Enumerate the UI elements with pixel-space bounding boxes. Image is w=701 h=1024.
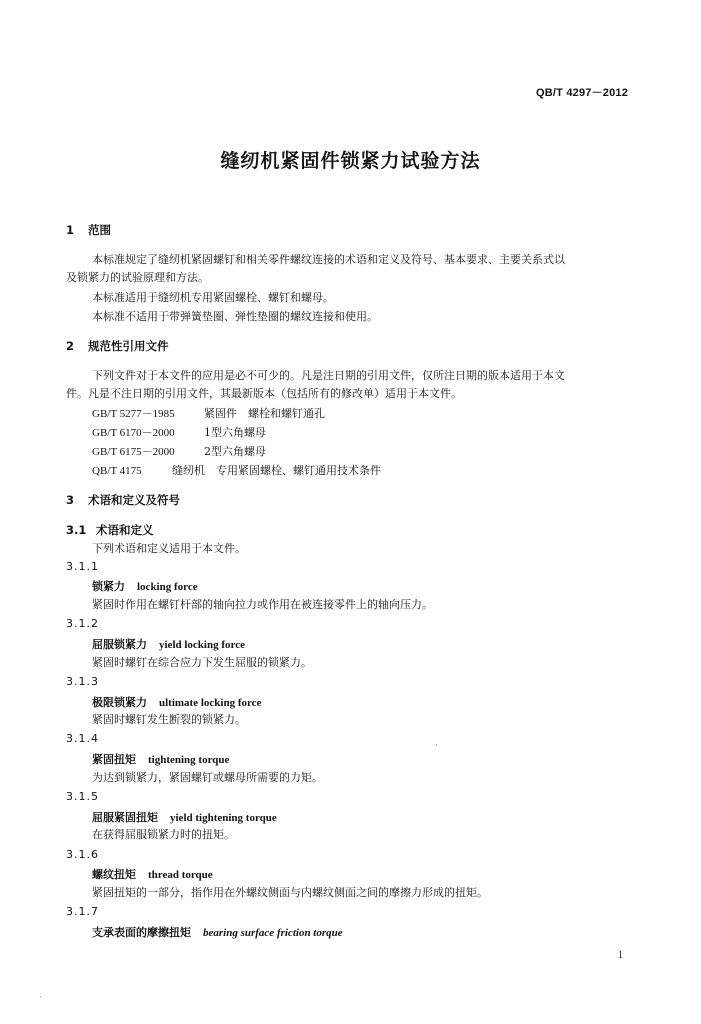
- reference-title: 1型六角螺母: [204, 426, 266, 439]
- term-number: 3.1.6: [66, 848, 99, 861]
- scan-speck: [40, 996, 41, 997]
- reference-title: 紧固件 螺栓和螺钉通孔: [204, 407, 325, 420]
- term-chinese: 极限锁紧力: [92, 696, 147, 709]
- term-english: bearing surface friction torque: [203, 927, 343, 939]
- scan-speck: [436, 744, 437, 745]
- paragraph-line: 件。凡是不注日期的引用文件，其最新版本（包括所有的修改单）适用于本文件。: [66, 387, 462, 400]
- term-number: 3.1.5: [66, 790, 99, 803]
- reference-code: QB/T 4175: [92, 465, 142, 477]
- section-title: 范围: [88, 223, 111, 237]
- term-definition: 紧固时作用在螺钉杆部的轴向拉力或作用在被连接零件上的轴向压力。: [92, 598, 433, 611]
- term-chinese: 屈服紧固扭矩: [92, 811, 158, 824]
- standard-code: QB/T 4297－2012: [536, 87, 629, 99]
- page-number: 1: [618, 950, 623, 961]
- term-entry: [92, 924, 343, 940]
- paragraph: 本标准适用于缝纫机专用紧固螺栓、螺钉和螺母。: [92, 291, 334, 304]
- term-chinese: 锁紧力: [92, 580, 125, 593]
- term-number: 3.1.1: [66, 560, 99, 573]
- term-definition: 紧固时螺钉在综合应力下发生屈服的锁紧力。: [92, 656, 312, 669]
- reference-item: [92, 463, 381, 479]
- section-1-heading: [66, 222, 111, 238]
- term-chinese: 紧固扭矩: [92, 753, 136, 766]
- term-number: 3.1.3: [66, 675, 99, 688]
- document-title: 缝纫机紧固件锁紧力试验方法: [220, 150, 481, 172]
- term-number: 3.1.7: [66, 905, 99, 918]
- term-definition: 紧固扭矩的一部分，指作用在外螺纹侧面与内螺纹侧面之间的摩擦力形成的扭矩。: [92, 886, 488, 899]
- term-english: yield locking force: [159, 639, 245, 651]
- reference-item: [92, 444, 266, 460]
- term-entry: [92, 636, 245, 652]
- term-english: thread torque: [148, 869, 213, 881]
- term-number: 3.1.2: [66, 617, 99, 630]
- term-english: locking force: [137, 581, 198, 593]
- term-definition: 在获得屈服锁紧力时的扭矩。: [92, 828, 235, 841]
- term-entry: [92, 694, 261, 710]
- term-english: ultimate locking force: [159, 697, 262, 709]
- term-english: yield tightening torque: [170, 812, 277, 824]
- term-chinese: 屈服锁紧力: [92, 638, 147, 651]
- section-title: 规范性引用文件: [88, 339, 169, 353]
- paragraph-line: 下列文件对于本文件的应用是必不可少的。凡是注日期的引用文件，仅所注日期的版本适用于本文: [92, 369, 565, 382]
- term-entry: [92, 809, 277, 825]
- section-number: 2: [66, 339, 75, 353]
- paragraph-line: 本标准规定了缝纫机紧固螺钉和相关零件螺纹连接的术语和定义及符号、基本要求、主要关系式以: [92, 253, 565, 266]
- subsection-title: 术语和定义: [96, 523, 154, 537]
- reference-code: GB/T 6170－2000: [92, 427, 175, 439]
- term-number: 3.1.4: [66, 732, 99, 745]
- term-definition: 为达到锁紧力，紧固螺钉或螺母所需要的力矩。: [92, 771, 323, 784]
- subsection-number: 3.1: [66, 523, 87, 537]
- reference-code: GB/T 5277－1985: [92, 408, 175, 420]
- section-2-heading: [66, 338, 169, 354]
- paragraph: 本标准不适用于带弹簧垫圈、弹性垫圈的螺纹连接和使用。: [92, 310, 378, 323]
- paragraph: 下列术语和定义适用于本文件。: [92, 542, 246, 555]
- term-chinese: 支承表面的摩擦扭矩: [92, 926, 191, 939]
- section-number: 3: [66, 493, 75, 507]
- term-english: tightening torque: [148, 754, 230, 766]
- term-entry: [92, 578, 198, 594]
- reference-code: GB/T 6175－2000: [92, 446, 175, 458]
- term-entry: [92, 866, 213, 882]
- section-3-heading: [66, 492, 180, 508]
- reference-item: [92, 425, 266, 441]
- paragraph-line: 及锁紧力的试验原理和方法。: [66, 271, 209, 284]
- reference-title: 缝纫机 专用紧固螺栓、螺钉通用技术条件: [172, 464, 381, 477]
- section-title: 术语和定义及符号: [88, 493, 180, 507]
- term-definition: 紧固时螺钉发生断裂的锁紧力。: [92, 713, 246, 726]
- term-chinese: 螺纹扭矩: [92, 868, 136, 881]
- term-entry: [92, 751, 229, 767]
- section-number: 1: [66, 223, 75, 237]
- reference-title: 2型六角螺母: [204, 445, 266, 458]
- reference-item: [92, 406, 325, 422]
- subsection-3-1-heading: [66, 522, 154, 538]
